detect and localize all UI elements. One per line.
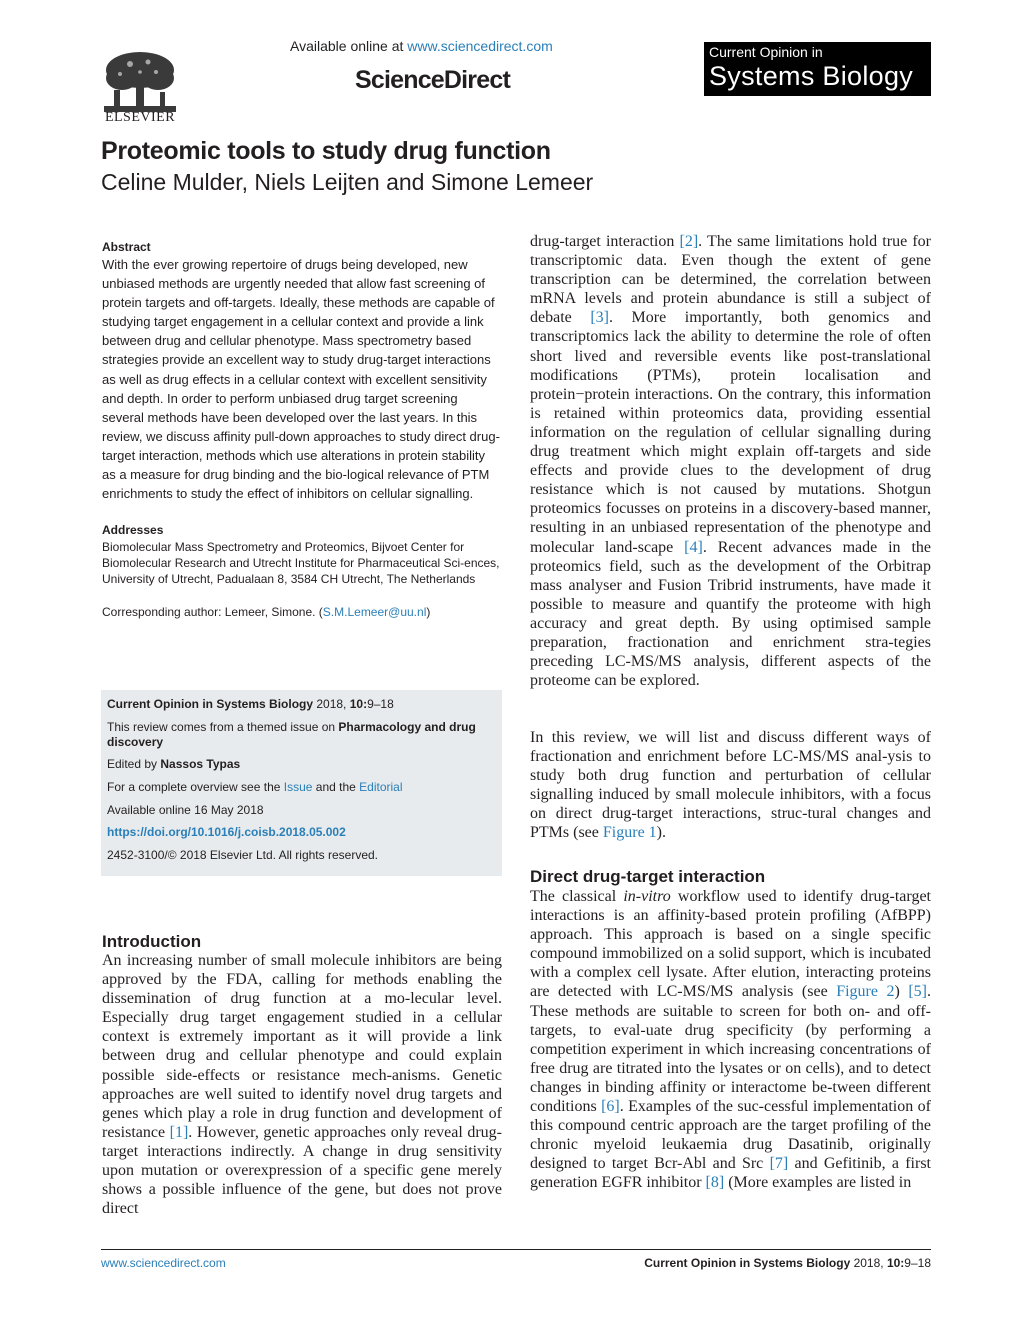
info-overview: [107, 780, 496, 795]
info-theme-prefix: This review comes from a themed issue on: [107, 719, 339, 734]
rp3-part-c: ): [894, 983, 909, 1001]
availability-line: [290, 38, 553, 54]
right-paragraph-1: [530, 232, 931, 690]
info-copyright: 2452-3100/© 2018 Elsevier Ltd. All rights reserved.: [107, 848, 378, 863]
rp3-italic: in-vitro: [623, 888, 671, 905]
reference-link-6[interactable]: [6]: [601, 1098, 620, 1116]
author-email-link[interactable]: S.M.Lemeer@uu.nl: [322, 605, 427, 620]
rp1-part-b: . The same limitations hold true for transcriptomic data. Even though the extent of gene transcription can be determined, the correlation between mRNA levels and protein abundance is still a subject of debate: [530, 233, 931, 327]
intro-text-part-1: An increasing number of small molecule inhibitors are being approved by the FDA, calling for methods enabling the dissemination of drug function at a mo-lecular level. Especially drug target engagement studied in a cellular context is extremely important as it will provide a link between drug and cellular phenotype and could explain possible side-effects or resistance mech-anisms. Genetic approaches are well suited to identify novel drug targets and genes which play a role in drug function and development of resistance: [102, 952, 502, 1141]
left-column-front-matter: [102, 240, 502, 620]
addresses-heading: Addresses: [102, 523, 164, 538]
rp3-part-e: . Examples of the suc-cessful implementation of this compound centric approach are the target profiling of the chronic myeloid leukaemia drug Dasatinib, originally designed to target Bcr-Abl and Src: [530, 1098, 931, 1173]
journal-badge-top: Current Opinion in: [709, 44, 823, 60]
direct-drug-target-heading: Direct drug-target interaction: [530, 867, 766, 886]
introduction-paragraph: [102, 951, 502, 1218]
corresponding-suffix: ): [426, 605, 431, 620]
info-editor-prefix: Edited by: [107, 757, 161, 772]
figure-2-link[interactable]: Figure 2: [836, 983, 895, 1001]
corresponding-prefix: Corresponding author: Lemeer, Simone. (: [102, 605, 323, 620]
rp3-part-b: workflow used to identify drug-target interactions is an affinity-based protein profiling (AfBPP) approach. This approach is based on a single specific compound immobilized on a solid support, which is incubated with a complex cell lysate. After elution, interacting proteins are detected with LC-MS/MS analysis (see: [530, 888, 931, 1001]
abstract-text: With the ever growing repertoire of drugs being developed, new unbiased methods are urgently needed that allow fast screening of protein targets and off-targets. Ideally, these methods are capable of studying target engagement in a cellular context and provide a link between drug and cellular phenotype. Mass spectrometry based strategies provide an excellent way to study drug-target interactions as well as drug effects in a cellular context with excellent sensitivity and depth. In order to perform unbiased drug target screening several methods have been developed over the last years. In this review, we discuss affinity pull-down approaches to study direct drug-target interaction, methods which use alterations in protein stability as a measure for drug binding and the bio-logical relevance of PTM enrichments to study the effect of inhibitors on cellular signalling.: [102, 257, 500, 502]
info-pages: 9–18: [367, 697, 394, 711]
rp3-part-g: (More examples are listed in: [724, 1174, 912, 1192]
article-info-box: [101, 690, 502, 876]
info-volume: 10:: [349, 697, 368, 711]
article-title: Proteomic tools to study drug function: [101, 137, 551, 165]
reference-link-1[interactable]: [1]: [169, 1123, 189, 1141]
right-paragraph-2: [530, 728, 931, 843]
rp3-part-a: The classical: [530, 888, 624, 905]
doi-link[interactable]: https://doi.org/10.1016/j.coisb.2018.05.002: [107, 825, 346, 840]
reference-link-4[interactable]: [4]: [684, 538, 703, 556]
info-journal: Current Opinion in Systems Biology: [107, 697, 314, 711]
info-overview-prefix: For a complete overview see the: [107, 780, 284, 795]
info-editor: [107, 757, 496, 772]
publisher-wordmark: ELSEVIER: [104, 110, 176, 125]
info-theme-name: Pharmacology and drug discovery: [107, 719, 476, 749]
info-editor-name: Nassos Typas: [160, 757, 241, 772]
availability-prefix: Available online at: [290, 38, 408, 54]
footer-year: 2018,: [850, 1256, 887, 1270]
right-paragraph-3: [530, 887, 931, 1193]
figure-1-link[interactable]: Figure 1: [602, 824, 657, 842]
footer-journal: Current Opinion in Systems Biology: [644, 1256, 851, 1270]
editorial-link[interactable]: Editorial: [359, 780, 403, 795]
footer-pages: 9–18: [904, 1256, 931, 1270]
rp2-part-b: ).: [656, 824, 666, 842]
reference-link-7[interactable]: [7]: [769, 1155, 789, 1173]
reference-link-8[interactable]: [8]: [705, 1174, 725, 1192]
sciencedirect-link[interactable]: www.sciencedirect.com: [407, 38, 553, 54]
rp3-part-f: and Gefitinib, a first generation EGFR inhibitor: [530, 1155, 931, 1192]
rp3-part-d: . These methods are suitable to screen for both on- and off-targets, to eval-uate drug specificity (by performing a competition experiment in which increasing concentrations of free drug are titrated into the lysates or on cells), and to detect changes in binding affinity or interactome be-tween different conditions: [530, 983, 931, 1116]
footer-citation: [644, 1256, 931, 1270]
reference-link-3[interactable]: [3]: [590, 309, 609, 327]
journal-badge: [704, 42, 931, 96]
intro-text-part-2: . However, genetic approaches only reveal drug-target interactions indirectly. A change in drug sensitivity upon mutation or overexpression of a specific gene merely shows a possible influence of the gene, but does not prove direct: [102, 1123, 502, 1218]
abstract-heading: Abstract: [102, 240, 151, 254]
rp2-part-a: In this review, we will list and discuss different ways of fractionation and enrichment before LC-MS/MS anal-ysis to study both drug function and perturbation of cellular signalling induced by small molecule inhibitors, with a focus on direct drug-target interactions, struc-tural changes and PTMs (see: [530, 729, 931, 842]
info-available-date: Available online 16 May 2018: [107, 802, 264, 817]
info-year: 2018,: [313, 697, 350, 711]
footer-volume: 10:: [886, 1256, 905, 1270]
issue-link[interactable]: Issue: [283, 780, 313, 795]
journal-badge-main: Systems Biology: [709, 61, 914, 91]
introduction-heading: Introduction: [102, 932, 202, 951]
reference-link-2[interactable]: [2]: [679, 233, 699, 250]
rp1-part-a: drug-target interaction: [530, 233, 680, 250]
reference-link-5[interactable]: [5]: [908, 983, 927, 1001]
rp1-part-d: . Recent advances made in the proteomics field, such as the development of the Orbitrap mass analyser and Fusion Tribrid instruments, have made it possible to measure and quantify the proteome with high accuracy and great depth. By using optimised sample preparation, fractionation and enrichment stra-tegies preceding LC-MS/MS analysis, different aspects of the proteome can be explored.: [530, 538, 931, 690]
info-overview-mid: and the: [312, 780, 360, 795]
platform-name: ScienceDirect: [355, 66, 510, 94]
corresponding-author: [102, 604, 502, 620]
addresses-text: Biomolecular Mass Spectrometry and Proteomics, Bijvoet Center for Biomolecular Research and Utrecht Institute for Pharmaceutical Sci-ences, University of Utrecht, Padualaan 8, 3584 CH Utrecht, The Netherlands: [102, 540, 500, 587]
article-authors: Celine Mulder, Niels Leijten and Simone Lemeer: [101, 169, 594, 195]
rp1-part-c: . More importantly, both genomics and transcriptomics lack the ability to determine the role of often short lived and reversible events like post-translational modifications (PTMs), protein localisation and protein−protein interactions. On the contrary, this information is retained within proteomics data, providing essential information on the regulation of cellular signalling during drug treatment which might explain off-targets and side effects and provide clues to the development of drug resistance which is not caused by mutations. Shotgun proteomics focusses on proteins in a discovery-based manner, resulting in an unbiased representation of the phenotype and molecular land-scape: [530, 309, 932, 556]
info-citation: [107, 697, 496, 712]
footer-sciencedirect-link[interactable]: www.sciencedirect.com: [101, 1256, 226, 1270]
footer-divider: [101, 1249, 931, 1250]
info-theme: [107, 720, 496, 750]
